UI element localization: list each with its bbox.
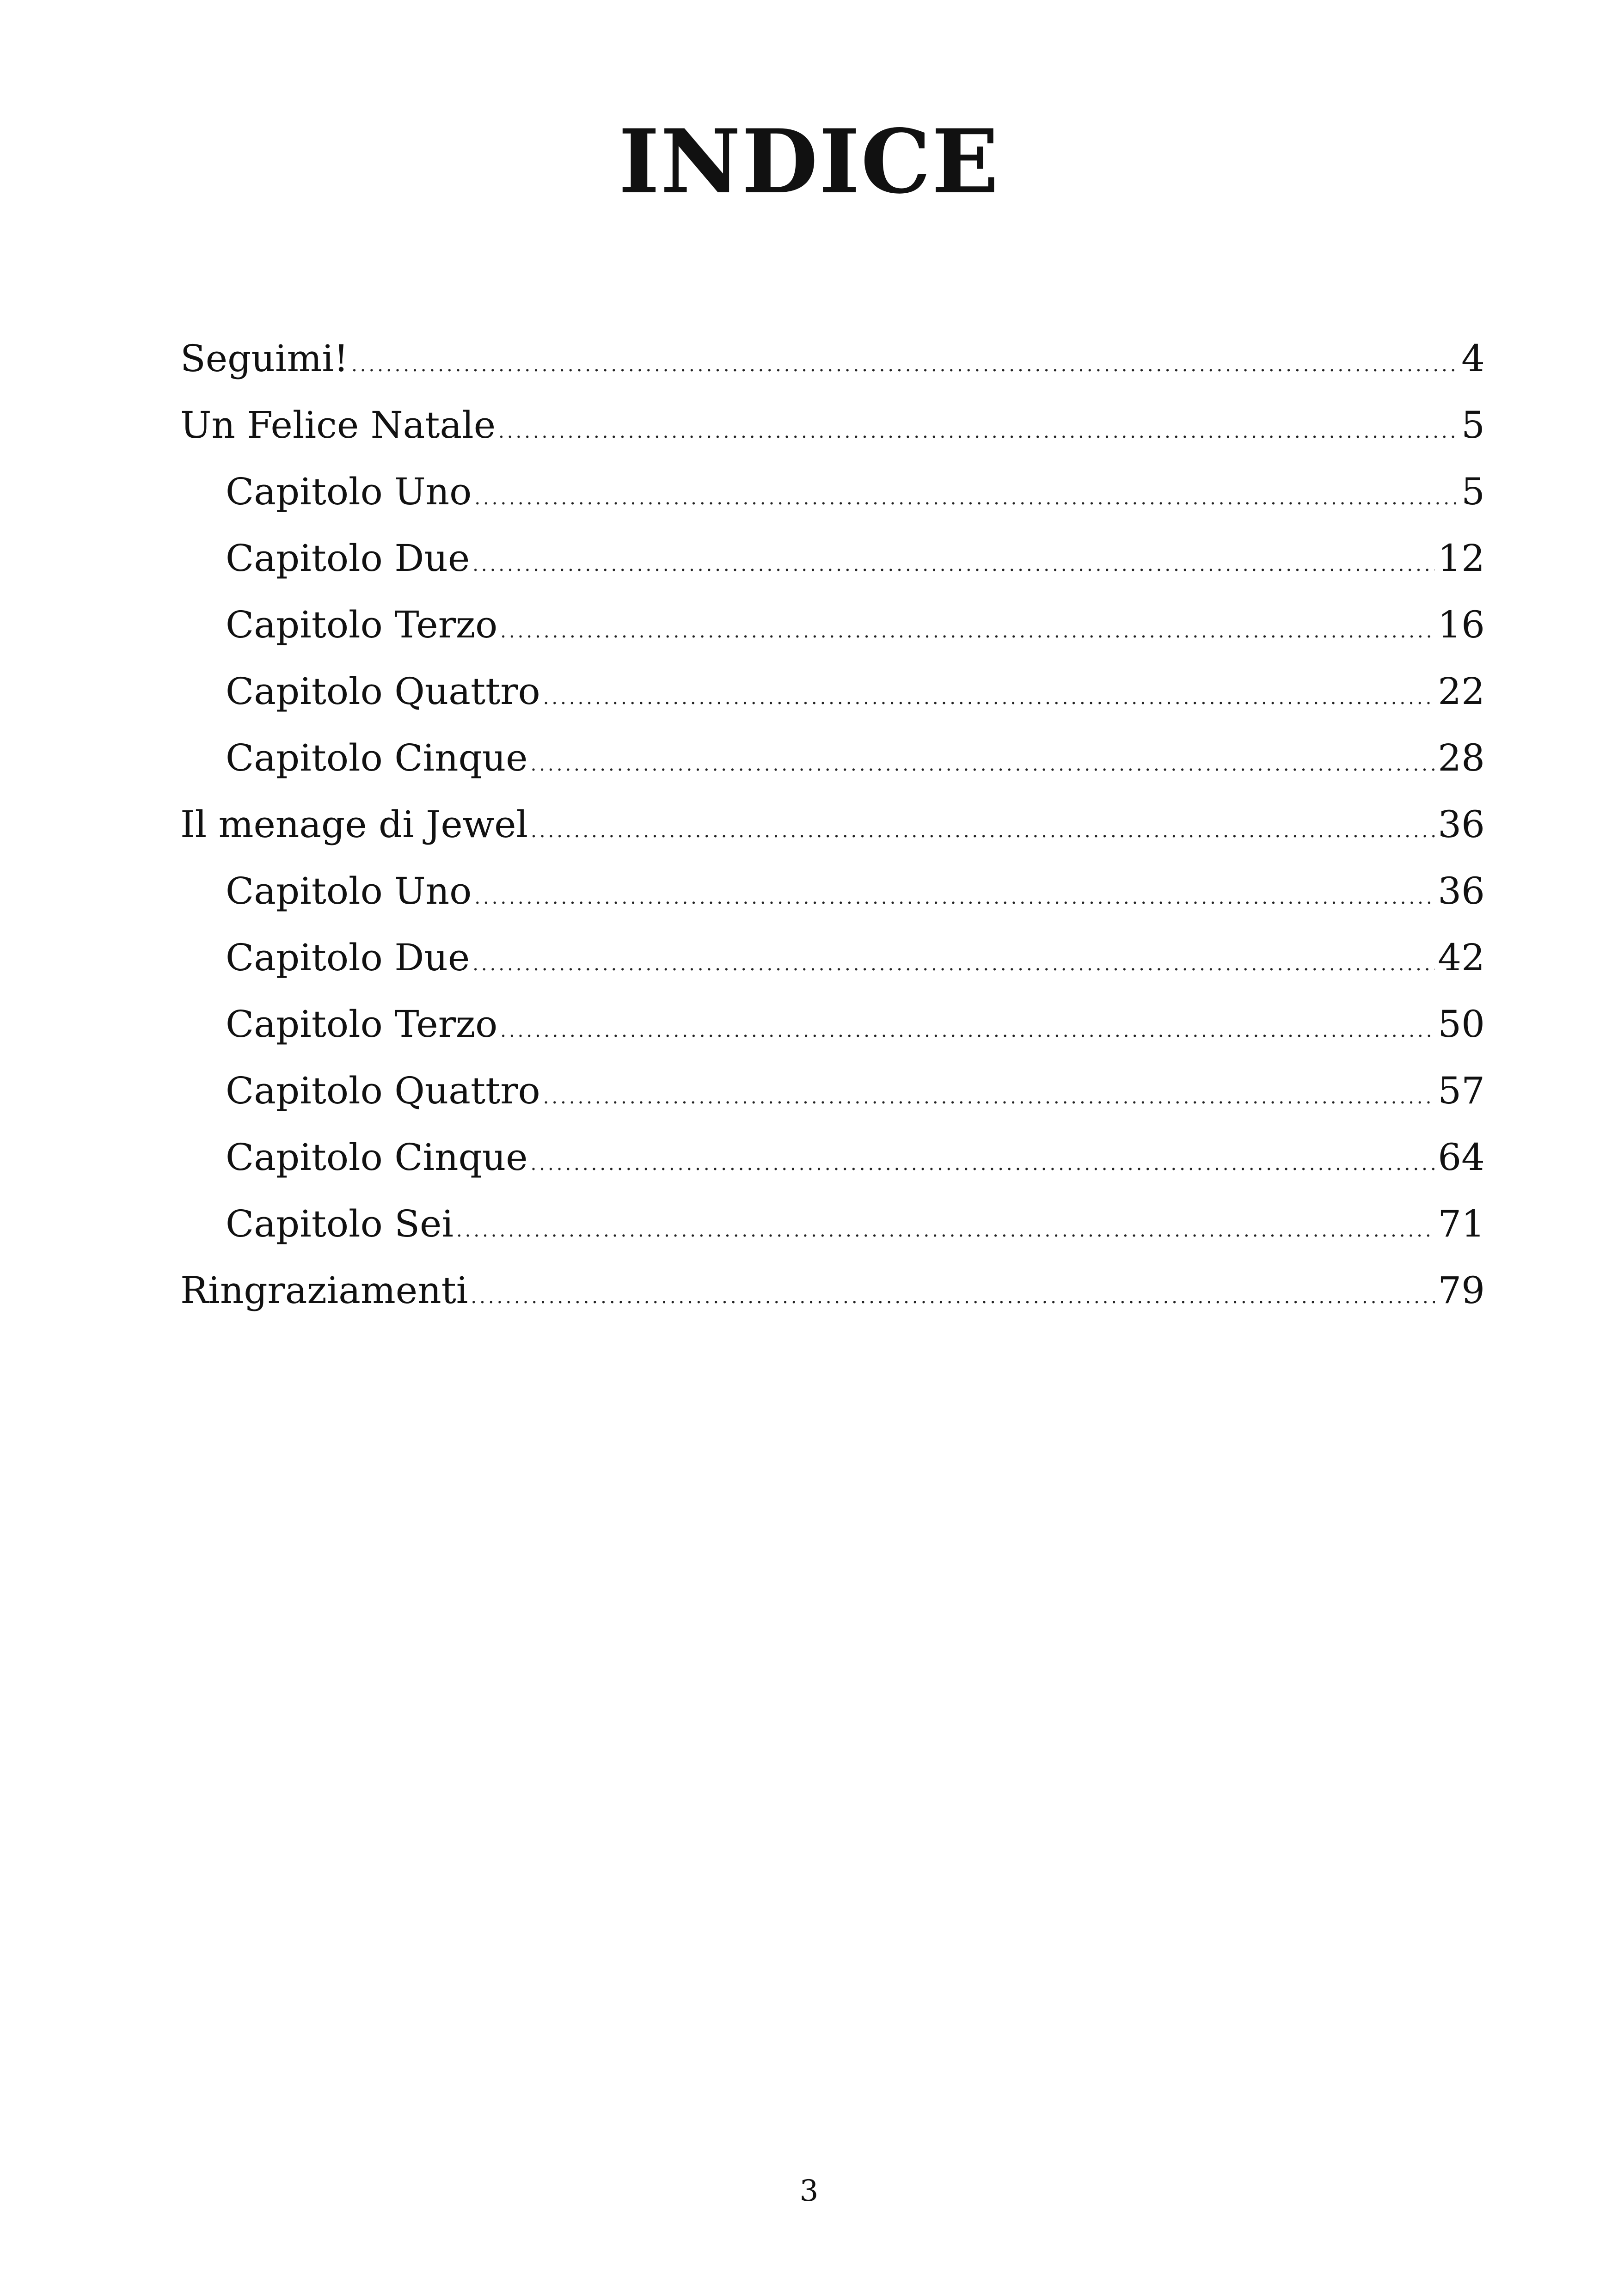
toc-entry-label: Capitolo Cinque (226, 1136, 528, 1179)
toc-dot-leader (472, 931, 1435, 998)
toc-dot-leader (456, 1197, 1435, 1264)
toc-entry-page: 71 (1438, 1202, 1485, 1245)
toc-entry[interactable] (180, 525, 1485, 592)
toc-entry-page: 50 (1438, 1003, 1485, 1046)
toc-entry[interactable] (180, 325, 1485, 392)
toc-entry[interactable] (180, 725, 1485, 791)
toc-entry[interactable] (180, 392, 1485, 459)
toc-entry-page: 42 (1438, 936, 1485, 979)
toc-entry-label: Un Felice Natale (180, 404, 496, 447)
toc-entry-label: Capitolo Uno (226, 470, 472, 513)
toc-dot-leader (531, 798, 1435, 864)
toc-dot-leader (543, 1064, 1435, 1131)
toc-dot-leader (474, 465, 1459, 532)
toc-dot-leader (351, 332, 1459, 398)
toc-entry-label: Ringraziamenti (180, 1269, 468, 1312)
toc-entry-label: Capitolo Quattro (226, 670, 540, 713)
toc-entry-label: Capitolo Due (226, 936, 470, 979)
toc-dot-leader (471, 1264, 1435, 1330)
toc-dot-leader (531, 1131, 1435, 1197)
toc-entry-page: 16 (1438, 603, 1485, 646)
toc-entry-label: Capitolo Cinque (226, 736, 528, 779)
toc-entry[interactable] (180, 459, 1485, 525)
toc-entry[interactable] (180, 1124, 1485, 1191)
toc-entry-page: 79 (1438, 1269, 1485, 1312)
toc-entry-page: 5 (1461, 404, 1485, 447)
toc-entry-page: 5 (1461, 470, 1485, 513)
toc-entry-page: 36 (1438, 803, 1485, 846)
toc-entry-label: Il menage di Jewel (180, 803, 528, 846)
page-title: INDICE (618, 110, 1000, 213)
toc-dot-leader (498, 398, 1459, 465)
toc-dot-leader (472, 532, 1435, 598)
toc-entry-page: 4 (1461, 337, 1485, 380)
toc-entry-page: 12 (1438, 537, 1485, 580)
toc-entry[interactable] (180, 1191, 1485, 1257)
toc-dot-leader (474, 864, 1435, 931)
toc-entry-label: Capitolo Due (226, 537, 470, 580)
toc-entry[interactable] (180, 658, 1485, 725)
toc-entry[interactable] (180, 925, 1485, 991)
toc-entry-label: Capitolo Quattro (226, 1069, 540, 1112)
table-of-contents (180, 325, 1485, 1324)
toc-entry[interactable] (180, 592, 1485, 658)
toc-dot-leader (531, 731, 1435, 798)
toc-dot-leader (500, 598, 1435, 665)
toc-dot-leader (500, 998, 1435, 1064)
toc-entry-label: Seguimi! (180, 337, 349, 380)
toc-entry-page: 36 (1438, 869, 1485, 912)
toc-entry[interactable] (180, 1058, 1485, 1124)
toc-entry-label: Capitolo Terzo (226, 603, 498, 646)
toc-entry-page: 64 (1438, 1136, 1485, 1179)
toc-entry-page: 57 (1438, 1069, 1485, 1112)
toc-entry-label: Capitolo Sei (226, 1202, 454, 1245)
toc-dot-leader (543, 665, 1435, 731)
toc-entry-page: 22 (1438, 670, 1485, 713)
toc-entry[interactable] (180, 1257, 1485, 1324)
toc-entry[interactable] (180, 991, 1485, 1058)
toc-entry[interactable] (180, 791, 1485, 858)
page-number: 3 (799, 2174, 819, 2208)
toc-entry[interactable] (180, 858, 1485, 925)
toc-entry-page: 28 (1438, 736, 1485, 779)
toc-entry-label: Capitolo Terzo (226, 1003, 498, 1046)
toc-entry-label: Capitolo Uno (226, 869, 472, 912)
